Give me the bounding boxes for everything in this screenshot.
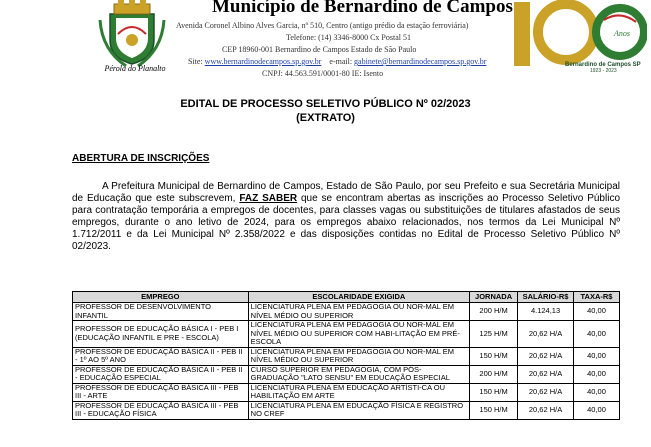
cell-taxa: 40,00 [574, 365, 620, 383]
document-subtitle: (EXTRATO) [296, 112, 355, 124]
cell-emprego: PROFESSOR DE EDUCAÇÃO BÁSICA I - PEB I (EDUCAÇÃO INFANTIL E PRE - ESCOLA) [73, 321, 249, 348]
cell-escolaridade: LICENCIATURA PLENA EM PEDAGOGIA OU NOR-MAL EM NÍVEL MÉDIO OU SUPERIOR [248, 303, 469, 321]
contact-line [188, 57, 486, 66]
cell-salario: 20,62 H/A [518, 347, 574, 365]
cell-jornada: 125 H/M [470, 321, 518, 348]
cell-jornada: 200 H/M [470, 365, 518, 383]
email-label: e-mail: [329, 57, 353, 66]
body-paragraph [72, 181, 620, 253]
section-heading: ABERTURA DE INSCRIÇÕES [72, 153, 210, 164]
cell-taxa: 40,00 [574, 383, 620, 401]
table-row [73, 401, 620, 419]
anos-label: Anos [614, 29, 630, 38]
header-taxa: TAXA-R$ [574, 292, 620, 303]
table-row [73, 383, 620, 401]
cell-jornada: 150 H/M [470, 383, 518, 401]
table-row [73, 321, 620, 348]
cell-escolaridade: LICENCIATURA PLENA EM EDUCAÇÃO ARTÍSTI-CA OU HABILITAÇÃO EM ARTE [248, 383, 469, 401]
crest-caption: Pérola do Planalto [104, 64, 166, 73]
centennial-years: 1923 - 2023 [590, 68, 617, 74]
cell-taxa: 40,00 [574, 321, 620, 348]
email-link[interactable]: gabinete@bernardinodecampos.sp.gov.br [354, 57, 487, 66]
centennial-caption: Bernardino de Campos SP [565, 62, 641, 68]
paragraph-intro: A Prefeitura Municipal de Bernardino de Campos, Estado de São Paulo, por seu Prefeito e sua Secretária Municipal de Educação que este subscrevem, [72, 181, 620, 204]
address-line: Avenida Coronel Albino Alves Garcia, nº 510, Centro (antigo prédio da estação ferroviária) [176, 21, 469, 30]
cell-salario: 20,62 H/A [518, 321, 574, 348]
site-link[interactable]: www.bernardinodecampos.sp.gov.br [204, 57, 322, 66]
cell-taxa: 40,00 [574, 401, 620, 419]
phone-line: Telefone: (14) 3346-8000 Cx Postal 51 [286, 33, 411, 42]
cell-jornada: 150 H/M [470, 401, 518, 419]
table-row [73, 303, 620, 321]
jobs-table [72, 291, 620, 420]
cell-salario: 20,62 H/A [518, 401, 574, 419]
cell-jornada: 150 H/M [470, 347, 518, 365]
cell-salario: 20,62 H/A [518, 383, 574, 401]
cell-escolaridade: LICENCIATURA PLENA EM EDUCAÇÃO FÍSICA E REGISTRO NO CREF [248, 401, 469, 419]
cnpj-line: CNPJ: 44.563.591/0001-80 IE: Isento [262, 69, 384, 78]
paragraph-emphasis: FAZ SABER [239, 193, 298, 204]
document-title: EDITAL DE PROCESSO SELETIVO PÚBLICO Nº 02/2023 [180, 98, 471, 110]
header-escolaridade: ESCOLARIDADE EXIGIDA [248, 292, 469, 303]
cell-emprego: PROFESSOR DE EDUCAÇÃO BÁSICA II - PEB II - 1º AO 5º ANO [73, 347, 249, 365]
cell-escolaridade: LICENCIATURA PLENA EM PEDAGOGIA OU NOR-MAL EM NÍVEL MÉDIO OU SUPERIOR [248, 347, 469, 365]
header-emprego: EMPREGO [73, 292, 249, 303]
cell-emprego: PROFESSOR DE EDUCAÇÃO BÁSICA III - PEB III - EDUCAÇÃO FÍSICA [73, 401, 249, 419]
municipal-crest-logo [96, 0, 168, 68]
cell-emprego: PROFESSOR DE EDUCAÇÃO BÁSICA III - PEB III - ARTE [73, 383, 249, 401]
cell-salario: 4.124,13 [518, 303, 574, 321]
municipality-name: Município de Bernardino de Campos [212, 0, 513, 17]
table-row [73, 365, 620, 383]
cell-taxa: 40,00 [574, 347, 620, 365]
header-salario: SALÁRIO-R$ [518, 292, 574, 303]
cell-escolaridade: LICENCIATURA PLENA EM PEDAGOGIA OU NOR-MAL EM NÍVEL MÉDIO OU SUPERIOR COM HABI-LITAÇÃO EM PRÉ-ESCOLA [248, 321, 469, 348]
cell-emprego: PROFESSOR DE DESENVOLVIMENTO INFANTIL [73, 303, 249, 321]
cell-salario: 20,62 H/A [518, 365, 574, 383]
table-row [73, 347, 620, 365]
table-header-row [73, 292, 620, 303]
header-jornada: JORNADA [470, 292, 518, 303]
cell-taxa: 40,00 [574, 303, 620, 321]
cell-jornada: 200 H/M [470, 303, 518, 321]
cell-emprego: PROFESSOR DE EDUCAÇÃO BÁSICA II - PEB II - EDUCAÇÃO ESPECIAL [73, 365, 249, 383]
letterhead [0, 0, 651, 80]
cep-line: CEP 18960-001 Bernardino de Campos Estado de São Paulo [222, 45, 417, 54]
site-label: Site: [188, 57, 203, 66]
paragraph-rest: que se encontram abertas as inscrições ao Processo Seletivo Público para contratação temporária a empregos de docentes, para classes vagas ou substituições de titulares afastados de seus empregos, durante o ano letivo de 2024, para os empregos abaixo relacionados, nos termos da Lei Municipal Nº 1.712/2011 e da Lei Municipal Nº 2.358/2022 e das disposições contidas no Edital de Processo Seletivo Público Nº 02/2023. [72, 193, 620, 252]
cell-escolaridade: CURSO SUPERIOR EM PEDAGOGIA, COM PÓS-GRADUAÇÃO "LATO SENSU" EM EDUCAÇÃO ESPECIAL [248, 365, 469, 383]
